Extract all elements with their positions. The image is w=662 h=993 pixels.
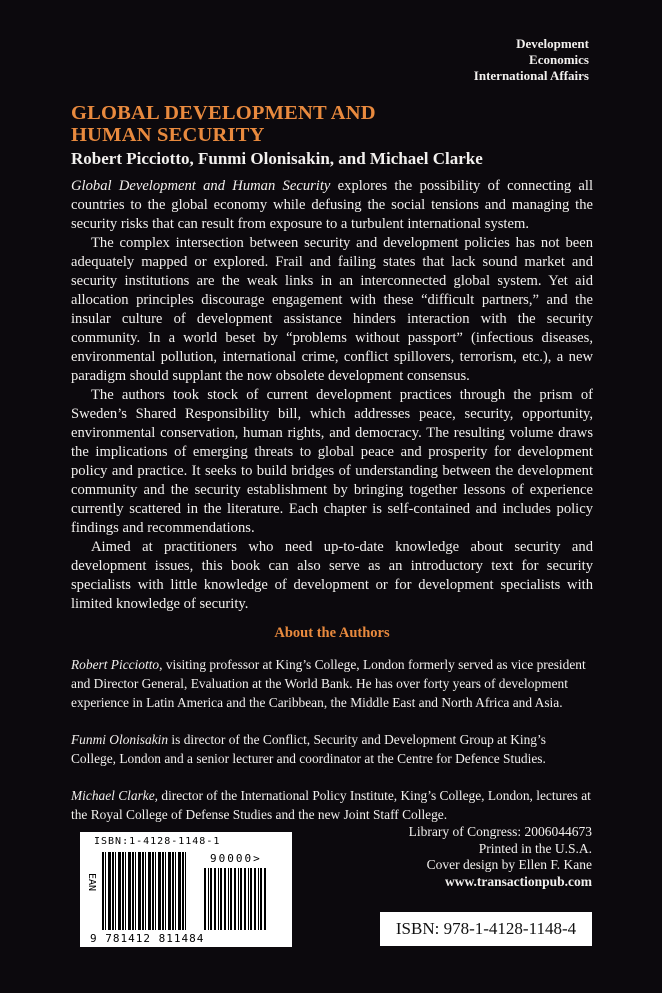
book-description [71, 177, 593, 614]
barcode-number: 9 781412 811484 [90, 932, 205, 945]
description-paragraph: The authors took stock of current development practices through the prism of Sweden’s Shared Responsibility bill, which addresses peace, security, opportunity, environmental conservation, human rights, and democracy. The resulting volume draws the implications of emerging threats to global peace and prosperity for development policy and practice. It seeks to build bridges of understanding between the development community and the security establishment by bringing together lessons of experience currently scattered in the literature. Each chapter is self-contained and includes policy findings and recommendations. [71, 387, 593, 536]
bio-text: is director of the Conflict, Security and Development Group at King’s College, London and a senior lecturer and coordinator at the Centre for Defence Studies. [71, 732, 546, 766]
paragraph-text: explores the possibility of connecting all countries to the global economy while defusing the social tensions and managing the security risks that can result from exposure to a turbulent international system. [71, 178, 594, 232]
description-paragraph: The complex intersection between security and development policies has not been adequately mapped or explored. Frail and failing states that lack sound market and security institutions are the weak links in an interconnected global system. Yet aid allocation principles discourage engagement with these “difficult partners,” and the insular culture of development assistance hinders interaction with the security community. In a world beset by “problems without passport” (infectious diseases, environmental pollution, international crime, conflict spillovers, terrorism, etc.), a new paradigm should supplant the now obsolete development consensus. [71, 235, 593, 384]
category: Economics [529, 52, 589, 67]
description-paragraph: Aimed at practitioners who need up-to-date knowledge about security and development issues, this book can also serve as an introductory text for security specialists with little knowledge of development or for development specialists with limited knowledge of security. [71, 539, 593, 612]
book-title [71, 102, 376, 146]
book-authors: Robert Picciotto, Funmi Olonisakin, and Michael Clarke [71, 149, 483, 168]
about-authors-heading: About the Authors [274, 625, 390, 641]
author-name: Funmi Olonisakin [71, 732, 169, 747]
bio-text: , director of the International Policy Institute, King’s College, London, lectures at the Royal College of Defense Studies and the new Joint Staff College. [71, 788, 591, 822]
author-name: Robert Picciotto [71, 657, 160, 672]
library-of-congress: Library of Congress: 2006044673 [408, 824, 592, 839]
publisher-url[interactable]: www.transactionpub.com [444, 873, 592, 889]
title-line: HUMAN SECURITY [71, 124, 265, 146]
author-bios [71, 655, 593, 824]
book-title-italic: Global Development and Human Security [71, 178, 331, 194]
author-bio [71, 655, 593, 712]
barcode-bars [102, 852, 188, 930]
description-paragraph [71, 177, 593, 234]
category: International Affairs [473, 68, 589, 83]
barcode-isbn: ISBN:1-4128-1148-1 [94, 836, 221, 847]
author-bio [71, 730, 593, 768]
title-line: GLOBAL DEVELOPMENT AND [71, 102, 376, 124]
bio-text: , visiting professor at King’s College, London formerly served as vice president and Director General, Evaluation at the World Bank. He has over forty years of development experience in Latin America and the Caribbean, the Middle East and North Africa and Asia. [71, 657, 586, 710]
barcode [80, 832, 292, 947]
subject-categories [474, 36, 589, 84]
price-barcode-bars [204, 868, 268, 930]
main-text-column [71, 177, 593, 824]
colophon [409, 824, 592, 890]
category: Development [516, 36, 589, 51]
cover-design-credit: Cover design by Ellen F. Kane [426, 857, 592, 872]
author-bio [71, 786, 593, 824]
isbn13-box: ISBN: 978-1-4128-1148-4 [380, 912, 592, 946]
printed-in: Printed in the U.S.A. [478, 840, 592, 856]
barcode-ean-label: EAN [86, 872, 98, 892]
barcode-price-code: 90000> [210, 852, 262, 865]
author-name: Michael Clarke [71, 788, 155, 803]
